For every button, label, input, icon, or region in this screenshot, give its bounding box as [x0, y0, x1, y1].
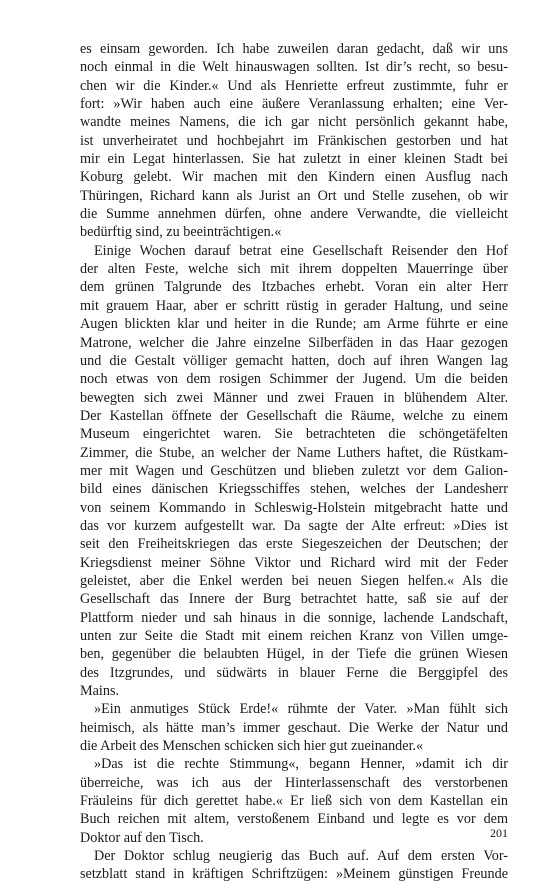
text-line: seit den Freiheitskriegen das erste Siegeszeichen der Deutschen; der	[80, 536, 508, 553]
text-line: Einige Wochen darauf betrat eine Gesellschaft Reisender den Hof	[94, 242, 508, 259]
text-line: Mains.	[80, 683, 120, 700]
text-line: Fräuleins für dich gerettet habe.« Er ließ sich von dem Kastellan ein	[80, 793, 508, 810]
text-line: Der Doktor schlug neugierig das Buch auf. Auf dem ersten Vor-	[94, 848, 508, 865]
text-line: ist unverheiratet und hochbejahrt im Fränkischen gestorben und hat	[80, 132, 508, 149]
text-line: fort: »Wir haben auch eine äußere Veranlassung erhalten; eine Ver-	[80, 96, 508, 113]
text-line: Buch reichen mit altem, verstoßenem Einband und legte es vor dem	[80, 811, 508, 828]
text-line: ben, gegenüber die belaubten Hügel, in der Tiefe die grünen Wiesen	[80, 646, 508, 663]
text-line: Gesellschaft das Innere der Burg betrachtet hatte, saß sie auf der	[80, 591, 508, 608]
paragraph	[80, 755, 508, 847]
text-line: überreiche, was ich aus der Hinterlassenschaft des verstorbenen	[80, 774, 508, 791]
paragraph	[80, 242, 508, 701]
text-line: der alten Feste, welche sich mit ihrem doppelten Mauerringe über	[80, 261, 508, 278]
text-line: mit grauem Haar, aber er schritt rüstig in gerader Haltung, und seine	[80, 297, 508, 314]
text-line: noch etwas von dem rosigen Schimmer der Jugend. Um die beiden	[80, 371, 508, 388]
text-line: mer mit Wagen und Geschützen und blieben zuletzt vor dem Galion-	[80, 462, 508, 479]
page-text	[80, 40, 508, 884]
text-line: mir ein Legat hinterlassen. Sie hat zuletzt in einer kleinen Stadt bei	[80, 151, 508, 168]
text-line: Doktor auf den Tisch.	[80, 829, 204, 846]
paragraph	[80, 700, 508, 755]
text-line: wandte meines Namens, die ich gar nicht persönlich gekannt habe,	[80, 114, 508, 131]
text-line: bewegten sich zwei Männer und zwei Frauen in blühendem Alter.	[80, 389, 508, 406]
text-line: dem grünen Talgrunde des Itzbaches erhebt. Voran ein alter Herr	[80, 279, 508, 296]
text-line: unten zur Seite die Stadt mit einem reichen Kranz von Villen umge-	[80, 628, 508, 644]
paragraph	[80, 40, 508, 242]
text-line: Kriegsdienst meiner Söhne Viktor und Richard wird mit der Feder	[80, 554, 508, 571]
text-line: Koburg gelebt. Wir machen mit den Kindern einen Ausflug nach	[80, 169, 508, 186]
text-line: Matrone, welcher die Jahre einzelne Silberfäden in das Haar gezogen	[80, 334, 508, 351]
text-line: setzblatt stand in kräftigen Schriftzügen: »Meinem günstigen Freunde	[80, 866, 508, 883]
text-line: chen wir die Kinder.« Und als Henriette erfreut zustimmte, fuhr er	[80, 77, 508, 94]
text-line: »Ein anmutiges Stück Erde!« rühmte der Vater. »Man fühlt sich	[94, 701, 508, 718]
text-line: Der Kastellan öffnete der Gesellschaft die Räume, welche zu einem	[80, 407, 508, 424]
page-number: 201	[490, 826, 508, 840]
text-line: »Das ist die rechte Stimmung«, begann Henner, »damit ich dir	[94, 756, 508, 773]
text-line: die Arbeit des Menschen schicken sich hier gut zueinander.«	[80, 738, 424, 755]
text-line: bedürftig sind, zu beeinträchtigen.«	[80, 224, 282, 241]
text-line: es einsam geworden. Ich habe zuweilen daran gedacht, daß wir uns	[80, 41, 508, 57]
text-line: Plattform nieder und sah hinaus in die sonnige, lachende Landschaft,	[80, 609, 508, 626]
text-line: geleistet, aber die Enkel werden bei neuen Siegen helfen.« Als die	[80, 572, 508, 589]
text-line: Thüringen, Richard kann als Jurist an Ort und Stelle zusehen, ob wir	[80, 187, 508, 204]
text-line: Zimmer, die Stube, an welcher der Name Luthers haftet, die Rüstkam-	[80, 444, 508, 461]
text-line: Museum eingerichtet waren. Sie betrachteten die schöngetäfelten	[80, 426, 508, 443]
text-line: das vor kurzem aufgestellt war. Da sagte der Alte erfreut: »Dies ist	[80, 517, 508, 534]
text-line: bild eines dänischen Kriegsschiffes stehen, welches der Landesherr	[80, 481, 508, 498]
text-line: die Summe annehmen dürfen, ohne andere Verwandte, die vielleicht	[80, 206, 508, 223]
text-line: des Itzgrundes, und südwärts in blauer Ferne die Berggipfel des	[80, 664, 508, 681]
text-line: Augen blickten klar und heiter in die Runde; am Arme führte er eine	[80, 316, 508, 333]
text-line: und die Gestalt völliger gemacht hatten, doch auf ihren Wangen lag	[80, 352, 508, 369]
text-line: heimisch, als hätte man’s immer geschaut. Die Werke der Natur und	[80, 719, 508, 736]
text-line: von seinem Kommando in Schleswig-Holstein mitgebracht hatte und	[80, 499, 508, 516]
paragraph	[80, 847, 508, 884]
text-line: noch einmal in die Welt hinauswagen sollten. Ist dir’s recht, so besu-	[80, 59, 508, 76]
